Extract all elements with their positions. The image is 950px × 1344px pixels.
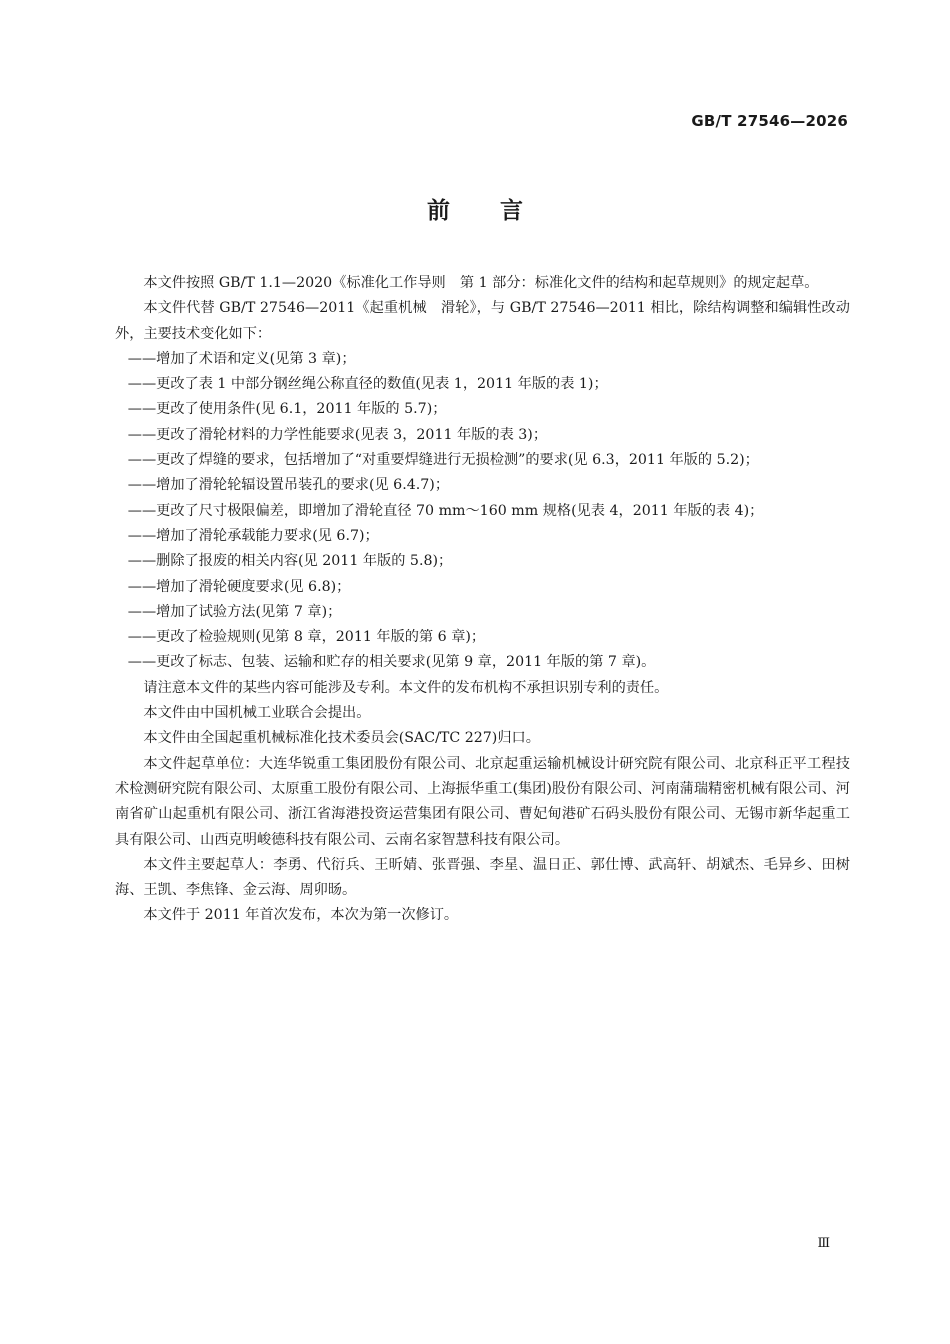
paragraph: 本文件由中国机械工业联合会提出。	[143, 705, 371, 722]
page-title: 前言	[427, 198, 573, 224]
list-item: ——更改了焊缝的要求，包括增加了“对重要焊缝进行无损检测”的要求(见 6.3，2011 年版的 5.2)；	[127, 452, 759, 469]
document-code: GB/T 27546—2026	[691, 112, 848, 130]
list-item: ——增加了滑轮轮辐设置吊装孔的要求(见 6.4.7)；	[127, 477, 450, 494]
list-item: ——增加了滑轮硬度要求(见 6.8)；	[127, 578, 351, 595]
paragraph: 本文件于 2011 年首次发布，本次为第一次修订。	[143, 907, 459, 924]
list-item: ——增加了试验方法(见第 7 章)；	[127, 603, 342, 620]
document-body	[115, 271, 850, 929]
paragraph: 本文件按照 GB/T 1.1—2020《标准化工作导则 第 1 部分：标准化文件的结构和起草规则》的规定起草。	[143, 275, 819, 291]
list-item: ——更改了滑轮材料的力学性能要求(见表 3，2011 年版的表 3)；	[127, 426, 548, 443]
page-number: Ⅲ	[817, 1236, 830, 1251]
list-item: ——更改了尺寸极限偏差，即增加了滑轮直径 70 mm～160 mm 规格(见表 4，2011 年版的表 4)；	[127, 502, 764, 519]
list-item: ——增加了滑轮承载能力要求(见 6.7)；	[127, 527, 379, 544]
paragraph: 本文件由全国起重机械标准化技术委员会(SAC/TC 227)归口。	[143, 730, 540, 747]
paragraph: 本文件代替 GB/T 27546—2011《起重机械 滑轮》，与 GB/T 27546—2011 相比，除结构调整和编辑性改动外，主要技术变化如下：	[115, 300, 850, 342]
list-item: ——更改了使用条件(见 6.1，2011 年版的 5.7)；	[127, 401, 447, 418]
paragraph: 请注意本文件的某些内容可能涉及专利。本文件的发布机构不承担识别专利的责任。	[143, 679, 669, 696]
list-item: ——更改了表 1 中部分钢丝绳公称直径的数值(见表 1，2011 年版的表 1)；	[127, 376, 608, 393]
list-item: ——增加了术语和定义(见第 3 章)；	[127, 350, 356, 367]
list-item: ——更改了标志、包装、运输和贮存的相关要求(见第 9 章，2011 年版的第 7 章)。	[127, 654, 656, 671]
paragraph: 本文件主要起草人：李勇、代衍兵、王昕婧、张晋强、李星、温日正、郭仕博、武高轩、胡斌杰、毛异乡、田树海、王凯、李焦锋、金云海、周卯旸。	[115, 856, 850, 899]
list-item: ——更改了检验规则(见第 8 章，2011 年版的第 6 章)；	[127, 629, 486, 646]
list-item: ——删除了报废的相关内容(见 2011 年版的 5.8)；	[127, 553, 453, 570]
paragraph: 本文件起草单位：大连华锐重工集团股份有限公司、北京起重运输机械设计研究院有限公司、北京科正平工程技术检测研究院有限公司、太原重工股份有限公司、上海振华重工(集团)股份有限公司、河南蒲瑞精密机械有限公司、河南省矿山起重机有限公司、浙江省海港投资运营集团有限公司、曹妃甸港矿石码头股份有限公司、无锡市新华起重工具有限公司、山西克明峻德科技有限公司、云南名家智慧科技有限公司。	[115, 755, 850, 848]
